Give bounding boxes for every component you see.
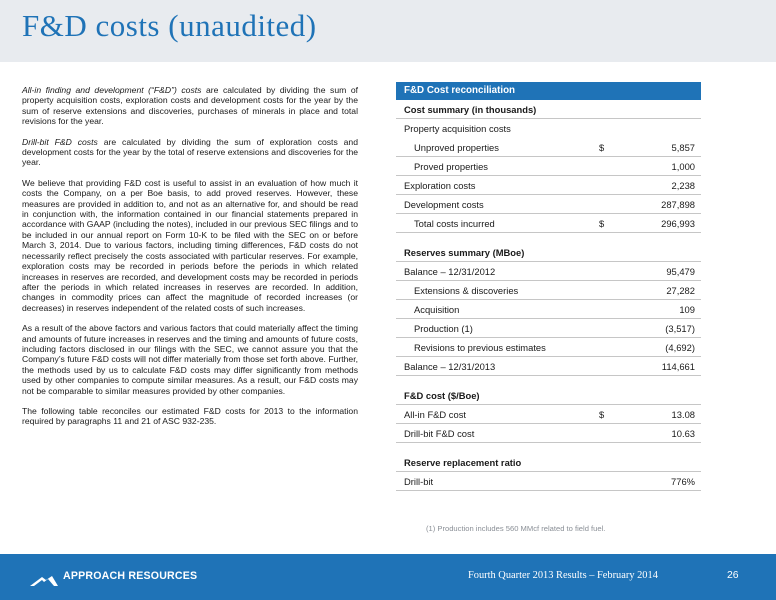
production-value: (3,517) xyxy=(665,323,695,334)
drillbit-replacement-label: Drill-bit xyxy=(404,476,434,487)
drillbit-definition: are calculated by dividing the sum of exploration costs and development costs for the year by the total of reserve extensions and discoveries for the year. xyxy=(22,136,358,168)
table-header: F&D Cost reconciliation xyxy=(396,82,701,100)
replacement-ratio-heading: Reserve replacement ratio xyxy=(404,457,522,468)
replacement-ratio-heading-row xyxy=(396,453,701,472)
company-logo-icon xyxy=(30,573,58,591)
page-title: F&D costs (unaudited) xyxy=(22,8,317,43)
section-spacer xyxy=(396,443,701,453)
currency-symbol: $ xyxy=(599,409,605,420)
exploration-costs-label: Exploration costs xyxy=(404,180,476,191)
drillbit-replacement-row xyxy=(396,472,701,491)
page-number: 26 xyxy=(727,570,739,581)
unproved-properties-value: 5,857 xyxy=(671,142,695,153)
drillbit-fd-cost-value: 10.63 xyxy=(671,428,695,439)
revisions-label: Revisions to previous estimates xyxy=(414,342,546,353)
extensions-row xyxy=(396,281,701,300)
section-spacer xyxy=(396,376,701,386)
total-costs-row xyxy=(396,214,701,233)
total-costs-value: 296,993 xyxy=(661,218,695,229)
unproved-properties-label: Unproved properties xyxy=(414,142,499,153)
total-costs-label: Total costs incurred xyxy=(414,218,495,229)
reserves-summary-heading-row xyxy=(396,243,701,262)
drillbit-fd-cost-row xyxy=(396,424,701,443)
development-costs-row xyxy=(396,195,701,214)
drillbit-term: Drill-bit F&D costs xyxy=(22,136,98,147)
acquisition-value: 109 xyxy=(679,304,695,315)
allin-fd-cost-value: 13.08 xyxy=(671,409,695,420)
exploration-costs-row xyxy=(396,176,701,195)
paragraph-drillbit-definition xyxy=(22,137,358,168)
paragraph-usefulness: We believe that providing F&D cost is useful to assist in an evaluation of how much it costs the Company, on a per Boe basis, to add proved reserves. However, these measures are provided in addition to, and not as an alternative for, and should be read in conjunction with, the information contained in our financial statements prepared in accordance with GAAP (including the notes), included in our previous SEC filings and to be included in our annual report on Form 10-K to be filed with the SEC on or before March 3, 2014. Due to various factors, including timing differences, F&D costs do not necessarily reflect precisely the costs associated with particular reserves. For example, exploration costs may be recorded in periods before the periods in which related increases in reserves are recorded, and development costs may be recorded in periods after the periods in which related increases in reserves are recorded. In addition, changes in commodity prices can affect the magnitude of recorded increases (or decreases) in reserves independent of the related costs of such increases. xyxy=(22,177,358,313)
drillbit-fd-cost-label: Drill-bit F&D cost xyxy=(404,428,475,439)
unproved-properties-row xyxy=(396,138,701,157)
development-costs-label: Development costs xyxy=(404,199,484,210)
fd-cost-reconciliation-table xyxy=(396,82,701,491)
cost-summary-heading-row xyxy=(396,100,701,119)
allin-fd-cost-label: All-in F&D cost xyxy=(404,409,466,420)
footer-bar xyxy=(0,554,776,600)
cost-summary-heading: Cost summary (in thousands) xyxy=(404,104,537,115)
paragraph-reconciliation-intro: The following table reconciles our estimated F&D costs for 2013 to the information required by paragraphs 11 and 21 of ASC 932-235. xyxy=(22,405,358,427)
currency-symbol: $ xyxy=(599,218,605,229)
property-acquisition-row xyxy=(396,119,701,138)
production-row xyxy=(396,319,701,338)
section-spacer xyxy=(396,233,701,243)
development-costs-value: 287,898 xyxy=(661,199,695,210)
paragraph-limitations: As a result of the above factors and various factors that could materially affect the timing and amounts of future increases in reserves and the timing and amounts of future costs, including factors disclosed in our filings with the SEC, we cannot assure you that the Company’s future F&D costs will not differ materially from those set forth above. Further, the methods used by us to calculate F&D costs may differ significantly from methods used by other companies to compute similar measures. As a result, our F&D costs may not be comparable to similar measures provided by other companies. xyxy=(22,323,358,396)
currency-symbol: $ xyxy=(599,142,605,153)
balance-2013-label: Balance – 12/31/2013 xyxy=(404,361,496,372)
property-acquisition-label: Property acquisition costs xyxy=(404,123,511,134)
exploration-costs-value: 2,238 xyxy=(671,180,695,191)
table-footnote: (1) Production includes 560 MMcf related to field fuel. xyxy=(426,524,606,533)
body-text xyxy=(22,85,358,437)
reserves-summary-heading: Reserves summary (MBoe) xyxy=(404,247,525,258)
revisions-value: (4,692) xyxy=(665,342,695,353)
acquisition-row xyxy=(396,300,701,319)
revisions-row xyxy=(396,338,701,357)
balance-2012-row xyxy=(396,262,701,281)
extensions-label: Extensions & discoveries xyxy=(414,285,519,296)
company-name: APPROACH RESOURCES xyxy=(63,570,198,582)
fd-cost-heading-row xyxy=(396,386,701,405)
balance-2013-value: 114,661 xyxy=(661,361,695,372)
allin-fd-cost-row xyxy=(396,405,701,424)
paragraph-allin-definition xyxy=(22,85,358,127)
production-label: Production (1) xyxy=(414,323,473,334)
extensions-value: 27,282 xyxy=(666,285,695,296)
proved-properties-value: 1,000 xyxy=(671,161,695,172)
allin-term: All-in finding and development (“F&D”) costs xyxy=(22,85,202,95)
acquisition-label: Acquisition xyxy=(414,304,460,315)
balance-2013-row xyxy=(396,357,701,376)
drillbit-replacement-value: 776% xyxy=(671,476,695,487)
balance-2012-value: 95,479 xyxy=(666,266,695,277)
balance-2012-label: Balance – 12/31/2012 xyxy=(404,266,496,277)
presentation-title: Fourth Quarter 2013 Results – February 2014 xyxy=(468,570,658,581)
proved-properties-label: Proved properties xyxy=(414,161,488,172)
fd-cost-heading: F&D cost ($/Boe) xyxy=(404,390,480,401)
proved-properties-row xyxy=(396,157,701,176)
allin-definition: are calculated by dividing the sum of property acquisition costs, exploration costs and development costs for the year by the sum of reserve extensions and discoveries, purchases of minerals in place and total revisions for the year. xyxy=(22,85,358,127)
